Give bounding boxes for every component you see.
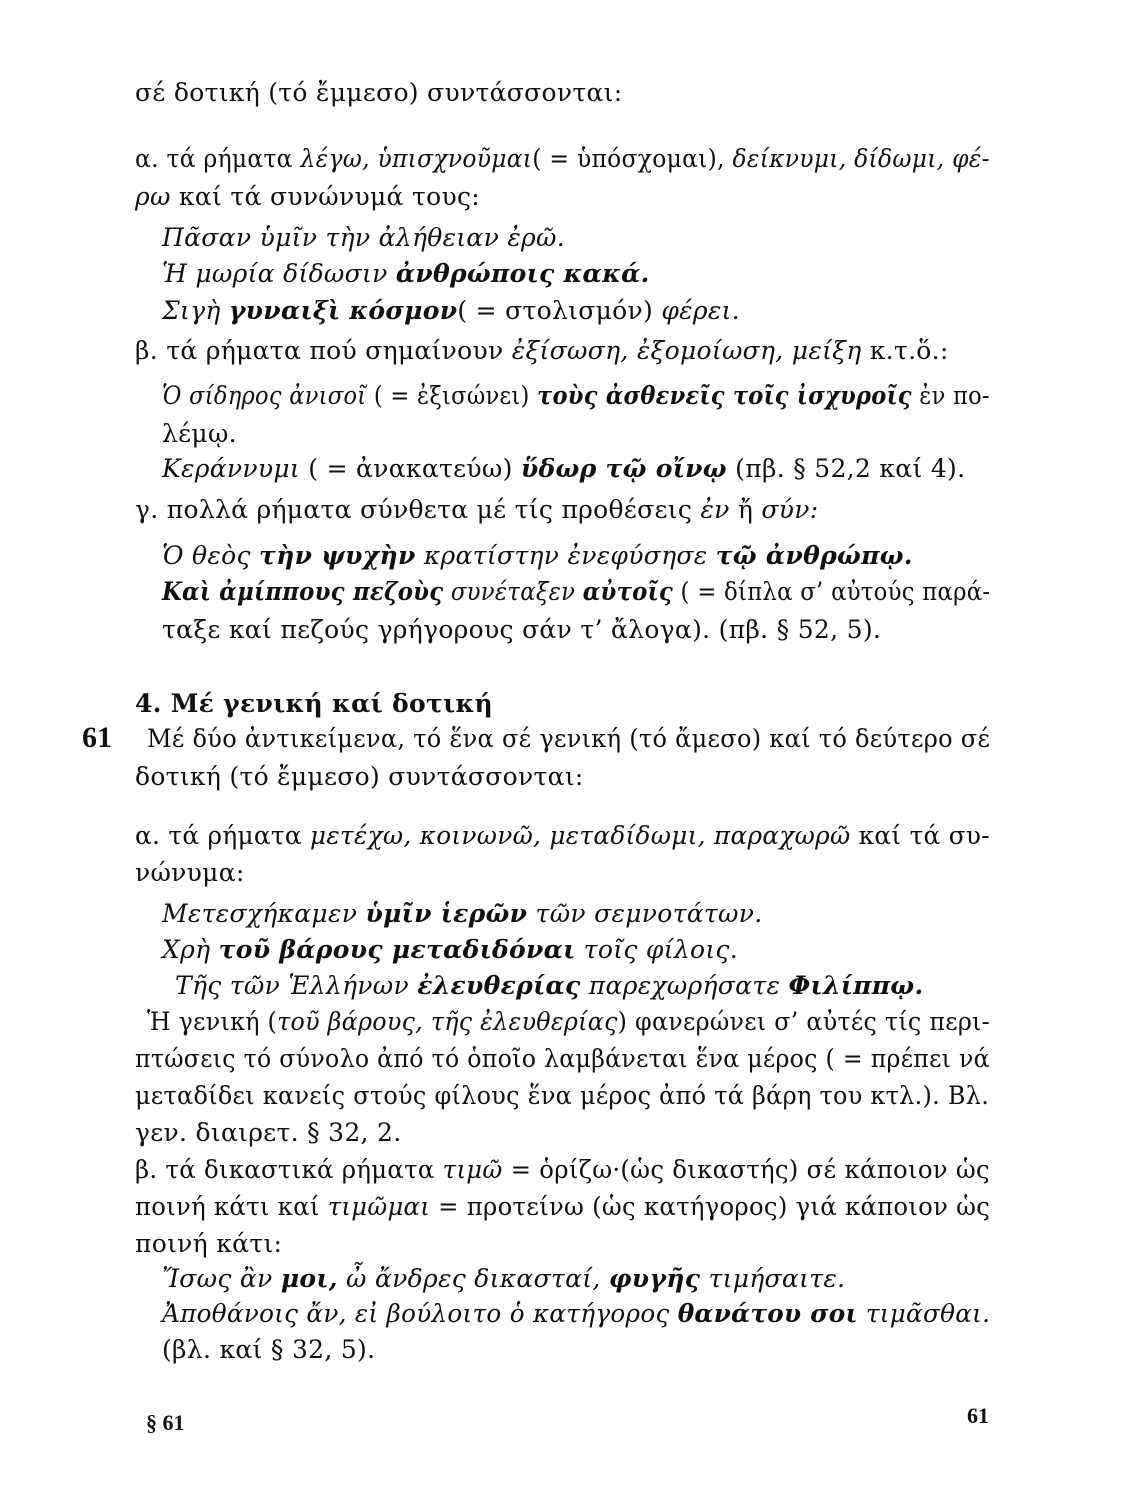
text-line: α. τά ρήματα λέγω, ὑπισχνοῦμαι( = ὑπόσχομαι), δείκνυμι, δίδωμι, φέ-	[135, 144, 990, 173]
example-line: Σιγὴ γυναιξὶ κόσμον( = στολισμόν) φέρει.	[162, 296, 740, 325]
text-line: δοτική (τό ἔμμεσο) συντάσσονται:	[135, 762, 584, 791]
example-line: ταξε καί πεζούς γρήγορους σάν τ’ ἄλογα). (πβ. § 52, 5).	[162, 615, 882, 644]
text-line: πτώσεις τό σύνολο ἀπό τό ὁποῖο λαμβάνεται ἕνα μέρος ( = πρέπει νά	[135, 1044, 990, 1073]
example-line: λέμῳ.	[162, 419, 237, 448]
text-line: β. τά ρήματα πού σημαίνουν ἐξίσωση, ἐξομοίωση, μείξη κ.τ.ὅ.:	[135, 336, 949, 365]
text-line: νώνυμα:	[135, 858, 245, 887]
section-heading: 4. Μέ γενική καί δοτική	[135, 689, 493, 718]
example-line: Τῆς τῶν Ἑλλήνων ἐλευθερίας παρεχωρήσατε Φιλίππῳ.	[175, 971, 924, 1000]
example-line: Ὁ σίδηρος ἀνισοῖ ( = ἐξισώνει) τοὺς ἀσθενεῖς τοῖς ἰσχυροῖς ἐν πο-	[162, 381, 990, 410]
footer-section-ref: § 61	[146, 1410, 185, 1435]
example-line: Πᾶσαν ὑμῖν τὴν ἀλήθειαν ἐρῶ.	[162, 223, 565, 252]
example-line: Μετεσχήκαμεν ὑμῖν ἱερῶν τῶν σεμνοτάτων.	[162, 899, 763, 928]
example-line: Χρὴ τοῦ βάρους μεταδιδόναι τοῖς φίλοις.	[162, 935, 738, 964]
example-line: (βλ. καί § 32, 5).	[162, 1335, 376, 1364]
text-line: Μέ δύο ἀντικείμενα, τό ἕνα σέ γενική (τό ἄμεσο) καί τό δεύτερο σέ	[147, 724, 991, 753]
text-line: μεταδίδει κανείς στούς φίλους ἕνα μέρος ἀπό τά βάρη του κτλ.). Βλ.	[135, 1081, 990, 1110]
page-number: 61	[967, 1403, 989, 1428]
example-line: Ἀποθάνοις ἄν, εἰ βούλοιτο ὁ κατήγορος θανάτου σοι τιμᾶσθαι.	[162, 1299, 991, 1328]
text-line: ποινή κάτι:	[135, 1229, 283, 1258]
text-line: β. τά δικαστικά ρήματα τιμῶ = ὁρίζω·(ὡς δικαστής) σέ κάποιον ὡς	[135, 1155, 990, 1184]
text-line: α. τά ρήματα μετέχω, κοινωνῶ, μεταδίδωμι, παραχωρῶ καί τά συ-	[135, 821, 990, 850]
text-line: ποινή κάτι καί τιμῶμαι = προτείνω (ὡς κατήγορος) γιά κάποιον ὡς	[135, 1192, 991, 1221]
example-line: Ἡ μωρία δίδωσιν ἀνθρώποις κακά.	[162, 259, 650, 288]
example-line: Ἴσως ἂν μοι, ὦ ἄνδρες δικασταί, φυγῆς τιμήσαιτε.	[162, 1264, 846, 1293]
example-line: Ὁ θεὸς τὴν ψυχὴν κρατίστην ἐνεφύσησε τῷ ἀνθρώπῳ.	[162, 541, 913, 570]
text-line: γ. πολλά ρήματα σύνθετα μέ τίς προθέσεις ἐν ἤ σύν:	[135, 495, 819, 524]
example-line: Καὶ ἀμίππους πεζοὺς συνέταξεν αὐτοῖς ( = δίπλα σ’ αὐτούς παρά-	[162, 577, 991, 606]
text-line: σέ δοτική (τό ἔμμεσο) συντάσσονται:	[135, 78, 623, 107]
text-line: γεν. διαιρετ. § 32, 2.	[135, 1118, 402, 1147]
text-line: ρω καί τά συνώνυμά τους:	[135, 182, 480, 211]
text-line: Ἡ γενική (τοῦ βάρους, τῆς ἐλευθερίας) φανερώνει σ’ αὐτές τίς περι-	[147, 1007, 990, 1036]
section-number: 61	[82, 721, 112, 754]
example-line: Κεράννυμι ( = ἀνακατεύω) ὕδωρ τῷ οἴνῳ (πβ. § 52,2 καί 4).	[162, 454, 966, 483]
